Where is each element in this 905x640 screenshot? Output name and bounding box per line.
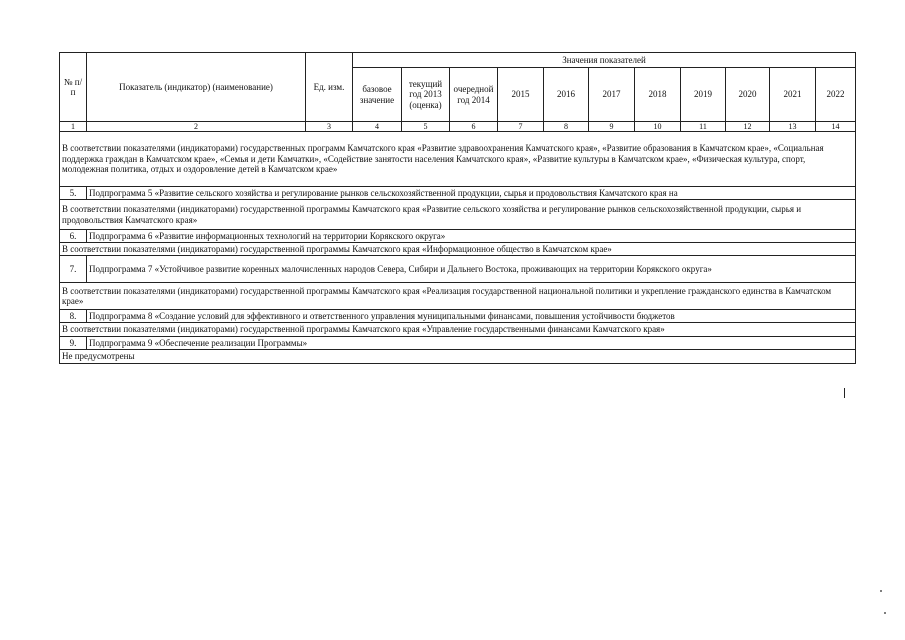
- header-year: 2016: [544, 68, 589, 122]
- header-year: 2022: [816, 68, 856, 122]
- column-number: 2: [87, 122, 306, 132]
- subprogram-title: Подпрограмма 9 «Обеспечение реализации Программы»: [87, 336, 856, 349]
- header-year: 2020: [726, 68, 770, 122]
- header-no: № п/п: [60, 53, 87, 122]
- indicators-table: [59, 52, 856, 364]
- table-edge-line: [844, 388, 845, 398]
- row-text: В соответствии показателями (индикаторами) государственной программы Камчатского края «Управление государственными финансами Камчатского края»: [60, 323, 856, 336]
- header-current: текущий год 2013 (оценка): [402, 68, 450, 122]
- column-number: 7: [498, 122, 544, 132]
- subprogram-row-5: [60, 187, 856, 200]
- header-base: базовое значение: [353, 68, 402, 122]
- row-text-programs: В соответствии показателями (индикаторами) государственных программ Камчатского края «Развитие здравоохранения Камчатского края», «Развитие образования в Камчатском крае», «Социальная поддержка граждан в Камчатском крае», «Семья и дети Камчатки», «Содействие занятости населения Камчатского края», «Развитие культуры в Камчатском крае», «Физическая культура, спорт, молодежная политика, отдых и оздоровление детей в Камчатском крае»: [60, 132, 856, 187]
- header-year: 2018: [635, 68, 681, 122]
- table-row: [60, 323, 856, 336]
- column-number: 3: [306, 122, 353, 132]
- column-number: 9: [589, 122, 635, 132]
- row-text: В соответствии показателями (индикаторами) государственной программы Камчатского края «Реализация государственной национальной политики и укрепление гражданского единства в Камчатском крае»: [60, 283, 856, 310]
- subprogram-row-6: [60, 230, 856, 243]
- table-row: [60, 283, 856, 310]
- column-number: 12: [726, 122, 770, 132]
- subprogram-row-8: [60, 310, 856, 323]
- table-row: [60, 243, 856, 256]
- table-row: [60, 349, 856, 363]
- header-year: 2021: [770, 68, 816, 122]
- row-text: В соответствии показателями (индикаторами) государственной программы Камчатского края «Развитие сельского хозяйства и регулирование рынков сельскохозяйственной продукции, сырья и продовольствия Камчатского края»: [60, 200, 856, 230]
- column-number: 5: [402, 122, 450, 132]
- header-row-1: [60, 53, 856, 68]
- subprogram-title: Подпрограмма 8 «Создание условий для эффективного и ответственного управления муниципальными финансами, повышения устойчивости бюджетов: [87, 310, 856, 323]
- subprogram-title: Подпрограмма 5 «Развитие сельского хозяйства и регулирование рынков сельскохозяйственной продукции, сырья и продовольствия Камчатского края на: [87, 187, 856, 200]
- subprogram-row-9: [60, 336, 856, 349]
- subprogram-number: 9.: [60, 336, 87, 349]
- column-number: 14: [816, 122, 856, 132]
- scan-speck: [880, 590, 882, 592]
- column-number: 1: [60, 122, 87, 132]
- subprogram-number: 5.: [60, 187, 87, 200]
- header-unit: Ед. изм.: [306, 53, 353, 122]
- column-number: 13: [770, 122, 816, 132]
- subprogram-title: Подпрограмма 7 «Устойчивое развитие коренных малочисленных народов Севера, Сибири и Дальнего Востока, проживающих на территории Корякского округа»: [87, 256, 856, 283]
- subprogram-title: Подпрограмма 6 «Развитие информационных технологий на территории Корякского округа»: [87, 230, 856, 243]
- column-number: 8: [544, 122, 589, 132]
- column-number: 6: [450, 122, 498, 132]
- row-text: Не предусмотрены: [60, 349, 856, 363]
- header-year: 2017: [589, 68, 635, 122]
- column-number: 11: [681, 122, 726, 132]
- table-row: [60, 200, 856, 230]
- subprogram-number: 6.: [60, 230, 87, 243]
- column-number: 4: [353, 122, 402, 132]
- header-indicator: Показатель (индикатор) (наименование): [87, 53, 306, 122]
- subprogram-number: 7.: [60, 256, 87, 283]
- table-row: [60, 132, 856, 187]
- scan-speck: [884, 612, 886, 614]
- column-numbers-row: [60, 122, 856, 132]
- subprogram-number: 8.: [60, 310, 87, 323]
- row-text: В соответствии показателями (индикаторами) государственной программы Камчатского края «Информационное общество в Камчатском крае»: [60, 243, 856, 256]
- header-year: 2019: [681, 68, 726, 122]
- subprogram-row-7: [60, 256, 856, 283]
- header-year: 2015: [498, 68, 544, 122]
- column-number: 10: [635, 122, 681, 132]
- header-next: очередной год 2014: [450, 68, 498, 122]
- header-values-group: Значения показателей: [353, 53, 856, 68]
